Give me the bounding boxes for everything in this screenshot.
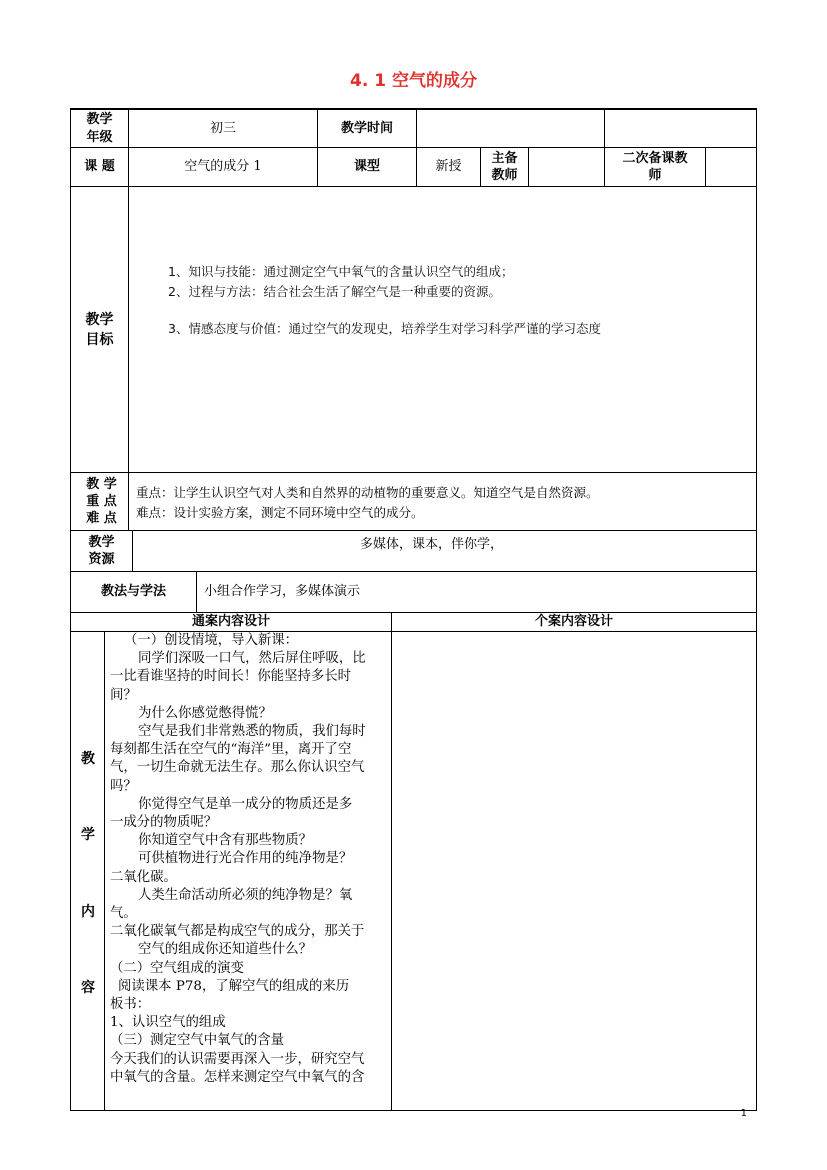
content-line: 阅读课本 P78，了解空气的组成的来历 [118, 978, 350, 994]
content-line: 一成分的物质呢？ [110, 815, 218, 831]
content-label-char: 容 [81, 980, 95, 996]
teacher-label: 主备 教师 [491, 151, 518, 183]
time-label: 教学时间 [340, 120, 393, 136]
content-line: 板书： [110, 997, 151, 1013]
content-line: 二氧化碳。 [110, 869, 177, 885]
difficult-point-line: 难点：设计实验方案，测定不同环境中空气的成分。 [136, 505, 424, 520]
objective-item: 1、知识与技能：通过测定空气中氧气的含量认识空气的组成； [168, 264, 514, 279]
content-line: （一）创设情境，导入新课： [124, 633, 299, 648]
teacher-value [529, 148, 604, 186]
lesson-content [110, 632, 386, 1087]
objectives-label: 教学 目标 [85, 311, 114, 348]
content-line: 人类生命活动所必须的纯净物是？氧 [138, 887, 353, 903]
content-line: 气。 [110, 906, 137, 922]
content-line: 为什么你感觉憋得慌？ [138, 705, 272, 721]
content-label-char: 教 [81, 751, 95, 767]
content-line: （三）测定空气中氧气的含量 [110, 1033, 285, 1049]
content-line: 今天我们的认识需要再深入一步，研究空气 [110, 1051, 365, 1067]
methods-value: 小组合作学习，多媒体演示 [204, 584, 361, 599]
objective-item: 3、情感态度与价值：通过空气的发现史，培养学生对学习科学严谨的学习态度 [168, 321, 601, 336]
second-prep-value [706, 148, 756, 186]
time-value [417, 110, 604, 147]
content-line: 间？ [110, 687, 137, 703]
page-number: 1 [740, 1108, 747, 1119]
second-prep-label: 二次备课教 师 [622, 151, 688, 183]
resources-value: 多媒体，课本，伴你学， [360, 537, 504, 552]
content-line: 1、认识空气的组成 [110, 1015, 226, 1031]
content-line: 空气的组成你还知道些什么？ [138, 942, 313, 958]
type-value: 新授 [435, 159, 462, 174]
content-label-char: 学 [81, 827, 95, 843]
methods-label: 教法与学法 [100, 584, 166, 599]
content-line: 一比看谁坚持的时间长！你能坚持多长时 [110, 669, 352, 685]
content-line: 吗？ [110, 778, 137, 794]
content-line: 中氧气的含量。怎样来测定空气中氧气的含 [110, 1069, 365, 1085]
topic-value: 空气的成分 1 [184, 159, 262, 174]
content-line: 你知道空气中含有那些物质？ [138, 833, 313, 849]
key-points-label: 教 学 重 点 难 点 [86, 477, 117, 526]
key-point-line: 重点：让学生认识空气对人类和自然界的动植物的重要意义。知道空气是自然资源。 [136, 485, 599, 500]
content-line: 可供植物进行光合作用的纯净物是？ [138, 851, 353, 867]
content-line: 你觉得空气是单一成分的物质还是多 [138, 796, 353, 812]
individual-design-header: 个案内容设计 [534, 614, 613, 629]
content-label-char: 内 [81, 904, 95, 920]
objective-item: 2、过程与方法：结合社会生活了解空气是一种重要的资源。 [168, 284, 501, 299]
grade-label: 教学 年级 [86, 111, 113, 145]
content-line: 气，一切生命就无法生存。那么你认识空气 [110, 760, 365, 776]
topic-label: 课 题 [84, 159, 115, 174]
content-line: 空气是我们非常熟悉的物质，我们每时 [138, 724, 366, 740]
common-design-header: 通案内容设计 [191, 614, 270, 629]
content-line: 同学们深吸一口气，然后屏住呼吸，比 [138, 651, 366, 667]
content-line: 二氧化碳氧气都是构成空气的成分，那关于 [110, 924, 365, 940]
resources-label: 教学 资源 [88, 535, 115, 567]
content-line: 每刻都生活在空气的“海洋”里，离开了空 [110, 742, 352, 758]
grade-value: 初三 [209, 120, 236, 136]
type-label: 课型 [353, 159, 380, 174]
page-title: 4. 1 空气的成分 [350, 71, 477, 91]
content-line: （二）空气组成的演变 [110, 960, 244, 976]
